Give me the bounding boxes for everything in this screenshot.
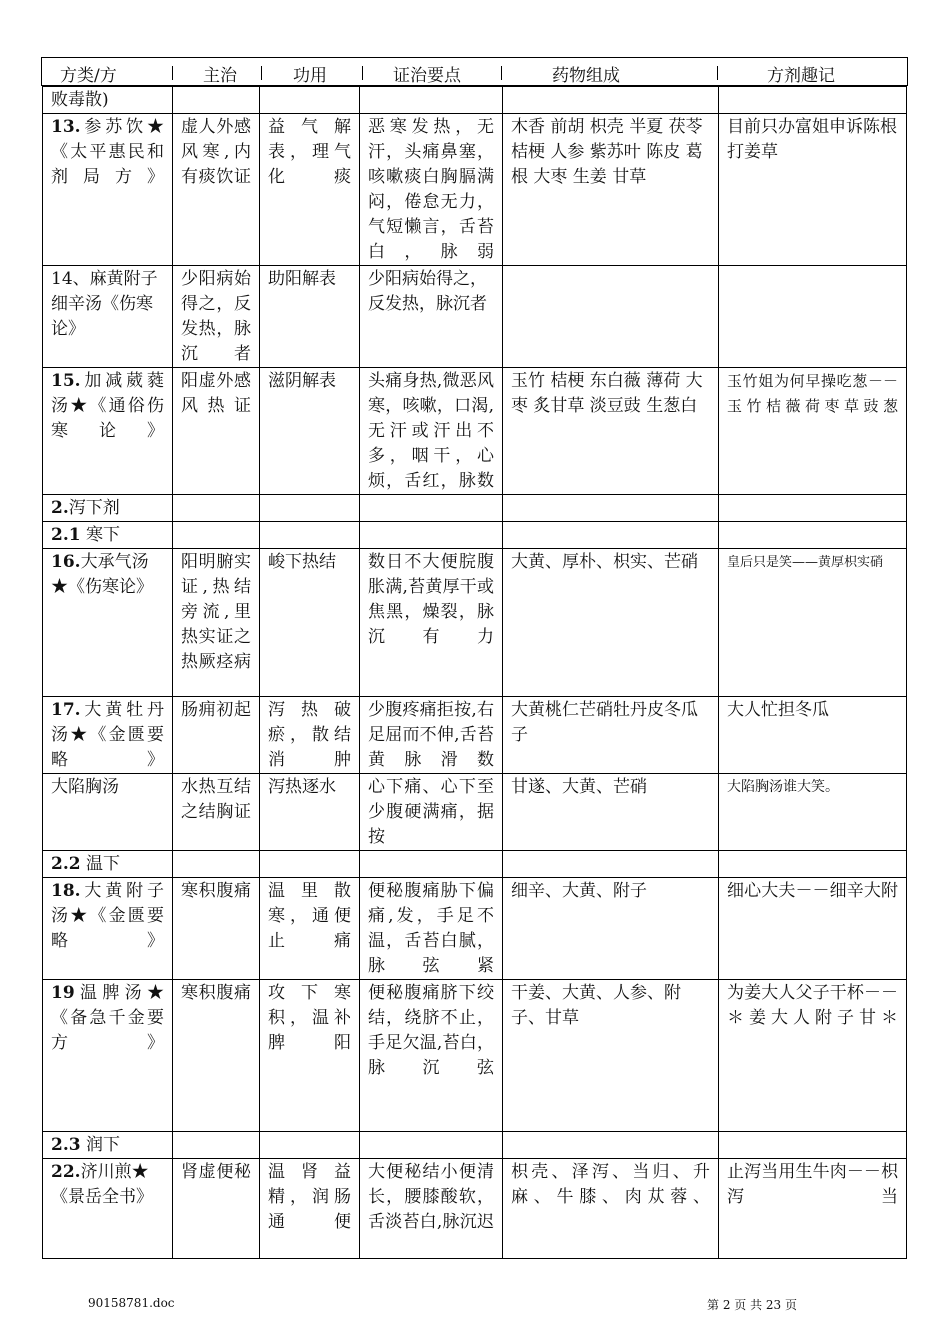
cell-mnemonic [719,87,907,114]
header-divider [261,66,262,80]
header-functions: 功用 [293,66,327,86]
table-row [43,87,907,114]
cell-formula [43,368,173,495]
cell-formula [43,1159,173,1259]
header-divider [172,66,173,80]
cell-indications: 虚人外感风寒,内有痰饮证 [173,114,260,266]
section-title: 泻下剂 [68,498,120,518]
section-number: 2.3 [51,1135,81,1155]
cell-ingredients [503,522,719,549]
cell-ingredients: 甘遂、大黄、芒硝 [503,774,719,851]
cell-mnemonic: 止泻当用生牛肉－－枳泻当 [719,1159,907,1259]
section-title: 温下 [80,854,120,874]
cell-ingredients: 大黄桃仁芒硝牡丹皮冬瓜子 [503,697,719,774]
cell-section-heading [43,522,173,549]
cell-functions [260,1132,360,1159]
cell-functions: 泻热破瘀，散结消肿 [260,697,360,774]
table-row [43,851,907,878]
cell-functions: 温里散寒，通便止痛 [260,878,360,980]
table-row [43,878,907,980]
table-row [43,522,907,549]
cell-key-points: 头痛身热,微恶风寒，咳嗽，口渴,无汗或汗出不多，咽干，心烦，舌红，脉数 [360,368,503,495]
cell-formula [43,980,173,1132]
header-mnemonic: 方剂趣记 [767,66,835,86]
cell-section-heading [43,495,173,522]
formula-number: 15. [51,371,81,391]
cell-indications: 寒积腹痛 [173,980,260,1132]
formula-name: 参苏饮★《太平惠民和剂局方》 [51,117,164,187]
cell-functions: 温肾益精，润肠通便 [260,1159,360,1259]
footer-document-name: 90158781.doc [88,1296,175,1310]
cell-functions [260,495,360,522]
cell-ingredients [503,1132,719,1159]
header-formula-category: 方类/方 [60,66,117,86]
formula-number: 16. [51,552,81,572]
cell-indications: 阳虚外感风热证 [173,368,260,495]
cell-indications [173,851,260,878]
formula-name: 温脾汤★《备急千金要方》 [51,983,164,1053]
cell-indications: 肠痈初起 [173,697,260,774]
cell-indications [173,87,260,114]
cell-key-points [360,495,503,522]
cell-functions: 益气解表，理气化痰 [260,114,360,266]
table-row [43,495,907,522]
table-row [43,1132,907,1159]
table-row [43,114,907,266]
cell-formula: 败毒散) [43,87,173,114]
cell-formula [43,878,173,980]
cell-ingredients [503,495,719,522]
cell-ingredients [503,266,719,368]
section-title: 寒下 [80,525,120,545]
cell-ingredients: 干姜、大黄、人参、附子、甘草 [503,980,719,1132]
cell-functions: 峻下热结 [260,549,360,697]
cell-ingredients: 细辛、大黄、附子 [503,878,719,980]
table-row [43,368,907,495]
cell-key-points: 少阳病始得之，反发热，脉沉者 [360,266,503,368]
cell-indications: 水热互结之结胸证 [173,774,260,851]
formula-name: 大黄附子汤★《金匮要略》 [51,881,164,951]
formula-name: 加减葳蕤汤★《通俗伤寒论》 [51,371,164,441]
formula-name: 大黄牡丹汤★《金匮要略》 [51,700,164,770]
cell-ingredients [503,87,719,114]
section-number: 2.1 [51,525,81,545]
table-row [43,980,907,1132]
section-title: 润下 [80,1135,120,1155]
formula-number: 19 [51,983,75,1003]
cell-mnemonic: 细心大夫－－细辛大附 [719,878,907,980]
cell-key-points: 恶寒发热，无汗，头痛鼻塞，咳嗽痰白胸膈满闷，倦怠无力，气短懒言，舌苔白，脉弱 [360,114,503,266]
cell-functions [260,87,360,114]
cell-indications [173,1132,260,1159]
table-header [41,57,908,86]
cell-key-points: 便秘腹痛脐下绞结，绕脐不止，手足欠温,苔白，脉沉弦 [360,980,503,1132]
header-divider [501,66,502,80]
cell-mnemonic: 玉竹姐为何早操吃葱－－玉竹桔薇荷枣草豉葱 [719,368,907,495]
cell-functions: 滋阴解表 [260,368,360,495]
header-ingredients: 药物组成 [552,66,620,86]
cell-indications: 少阳病始得之，反发热，脉沉者 [173,266,260,368]
cell-key-points: 少腹疼痛拒按,右足屈而不伸,舌苔黄脉滑数 [360,697,503,774]
cell-mnemonic [719,851,907,878]
cell-indications: 阳明腑实证,热结旁流,里热实证之热厥痉病 [173,549,260,697]
cell-indications: 肾虚便秘 [173,1159,260,1259]
cell-section-heading [43,851,173,878]
header-divider [717,66,718,80]
cell-key-points [360,1132,503,1159]
table-row [43,1159,907,1259]
cell-ingredients: 木香 前胡 枳壳 半夏 茯苓 桔梗 人参 紫苏叶 陈皮 葛根 大枣 生姜 甘草 [503,114,719,266]
table-row [43,549,907,697]
cell-mnemonic: 大陷胸汤谁大笑。 [719,774,907,851]
footer-page-number: 第 2 页 共 23 页 [707,1298,797,1312]
cell-key-points: 心下痛、心下至少腹硬满痛，据按 [360,774,503,851]
cell-functions [260,522,360,549]
cell-mnemonic [719,495,907,522]
cell-mnemonic: 为姜大人父子干杯－－＊姜大人附子甘＊ [719,980,907,1132]
cell-ingredients: 枳壳、泽泻、当归、升麻、牛膝、肉苁蓉、 [503,1159,719,1259]
cell-mnemonic: 大人忙担冬瓜 [719,697,907,774]
header-key-points: 证治要点 [393,66,461,86]
table-row [43,697,907,774]
cell-key-points [360,851,503,878]
cell-section-heading [43,1132,173,1159]
cell-key-points: 数日不大便脘腹胀满,苔黄厚干或焦黑，燥裂，脉沉有力 [360,549,503,697]
table-row [43,774,907,851]
cell-ingredients: 玉竹 桔梗 东白薇 薄荷 大枣 炙甘草 淡豆豉 生葱白 [503,368,719,495]
cell-indications [173,495,260,522]
formula-table [42,86,907,1259]
cell-ingredients: 大黄、厚朴、枳实、芒硝 [503,549,719,697]
cell-indications: 寒积腹痛 [173,878,260,980]
cell-functions [260,851,360,878]
cell-formula [43,549,173,697]
cell-formula: 大陷胸汤 [43,774,173,851]
formula-number: 18. [51,881,81,901]
header-divider [362,66,363,80]
cell-key-points: 大便秘结小便清长，腰膝酸软，舌淡苔白,脉沉迟 [360,1159,503,1259]
formula-number: 17. [51,700,81,720]
cell-ingredients [503,851,719,878]
formula-number: 13. [51,117,81,137]
formula-name: 济川煎★《景岳全书》 [51,1162,153,1207]
cell-formula [43,697,173,774]
cell-mnemonic [719,522,907,549]
cell-key-points: 便秘腹痛胁下偏痛,发，手足不温，舌苔白腻，脉弦紧 [360,878,503,980]
cell-formula: 14、麻黄附子细辛汤《伤寒论》 [43,266,173,368]
cell-functions: 泻热逐水 [260,774,360,851]
cell-key-points [360,87,503,114]
cell-functions: 助阳解表 [260,266,360,368]
cell-mnemonic: 皇后只是笑——黄厚枳实硝 [719,549,907,697]
cell-indications [173,522,260,549]
section-number: 2. [51,498,69,518]
formula-number: 22. [51,1162,81,1182]
cell-key-points [360,522,503,549]
cell-mnemonic [719,266,907,368]
header-indications: 主治 [203,66,237,86]
cell-mnemonic [719,1132,907,1159]
formula-name: 大承气汤★《伤寒论》 [51,552,153,597]
section-number: 2.2 [51,854,81,874]
cell-mnemonic: 目前只办富姐申诉陈根打姜草 [719,114,907,266]
table-row [43,266,907,368]
cell-formula [43,114,173,266]
cell-functions: 攻下寒积，温补脾阳 [260,980,360,1132]
